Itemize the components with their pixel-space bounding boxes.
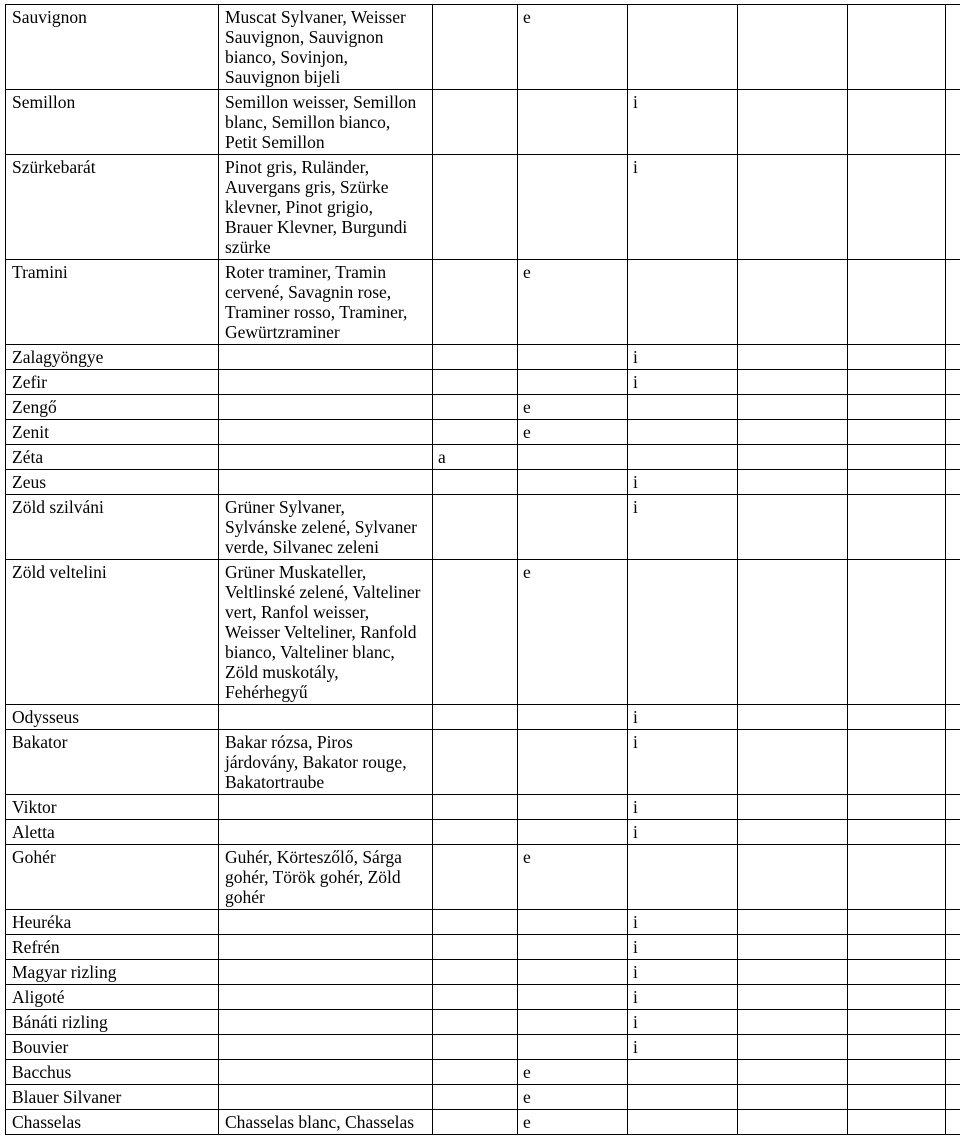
mark-cell: [518, 1035, 628, 1060]
synonyms-cell: [219, 730, 433, 795]
mark-cell: [433, 985, 518, 1010]
table-row: [6, 90, 960, 155]
table-row: [6, 5, 960, 90]
table-row: [6, 345, 960, 370]
synonyms-cell: [219, 1110, 433, 1135]
mark-cell: [518, 795, 628, 820]
mark-cell: [848, 960, 946, 985]
synonym-line: Auvergans gris, Szürke: [225, 177, 389, 197]
synonyms-cell: [219, 820, 433, 845]
mark-cell: [848, 5, 946, 90]
mark-cell: [738, 260, 848, 345]
variety-name-cell: Zeus: [6, 470, 219, 495]
synonym-line: Muscat Sylvaner, Weisser: [225, 7, 406, 27]
synonym-line: Brauer Klevner, Burgundi: [225, 217, 408, 237]
mark-cell: [946, 495, 960, 560]
mark-cell: [946, 260, 960, 345]
mark-cell: i: [628, 155, 738, 260]
mark-cell: i: [628, 795, 738, 820]
synonym-line: Guhér, Körteszőlő, Sárga: [225, 847, 402, 867]
synonym-line: bianco, Valteliner blanc,: [225, 642, 395, 662]
mark-cell: [433, 420, 518, 445]
mark-cell: [433, 345, 518, 370]
table-row: [6, 395, 960, 420]
synonyms-cell: [219, 345, 433, 370]
mark-cell: [628, 560, 738, 705]
mark-cell: [518, 935, 628, 960]
variety-name-cell: Refrén: [6, 935, 219, 960]
mark-cell: [946, 910, 960, 935]
synonyms-cell: [219, 795, 433, 820]
mark-cell: [518, 90, 628, 155]
mark-cell: [433, 370, 518, 395]
mark-cell: [738, 345, 848, 370]
mark-cell: [848, 820, 946, 845]
variety-name-cell: Semillon: [6, 90, 219, 155]
synonyms-cell: [219, 260, 433, 345]
mark-cell: [946, 935, 960, 960]
synonym-line: cervené, Savagnin rose,: [225, 282, 392, 302]
mark-cell: [518, 960, 628, 985]
mark-cell: [848, 1085, 946, 1110]
mark-cell: [628, 5, 738, 90]
mark-cell: [946, 5, 960, 90]
table-row: [6, 1085, 960, 1110]
mark-cell: [628, 420, 738, 445]
synonym-line: Sauvignon bijeli: [225, 67, 341, 87]
mark-cell: e: [518, 1110, 628, 1135]
synonym-line: gohér, Török gohér, Zöld: [225, 867, 401, 887]
synonym-line: Grüner Muskateller,: [225, 562, 367, 582]
mark-cell: [738, 1085, 848, 1110]
variety-name-cell: Heuréka: [6, 910, 219, 935]
table-row: [6, 820, 960, 845]
mark-cell: [738, 1110, 848, 1135]
table-row: [6, 705, 960, 730]
mark-cell: [848, 90, 946, 155]
synonyms-cell: [219, 1085, 433, 1110]
mark-cell: [946, 730, 960, 795]
mark-cell: [848, 370, 946, 395]
mark-cell: [518, 1010, 628, 1035]
synonyms-cell: [219, 560, 433, 705]
mark-cell: [946, 1060, 960, 1085]
mark-cell: [738, 910, 848, 935]
mark-cell: [738, 420, 848, 445]
mark-cell: e: [518, 420, 628, 445]
synonyms-cell: [219, 370, 433, 395]
mark-cell: [946, 155, 960, 260]
mark-cell: [738, 395, 848, 420]
synonyms-cell: [219, 910, 433, 935]
mark-cell: [433, 90, 518, 155]
variety-name-cell: Bouvier: [6, 1035, 219, 1060]
mark-cell: e: [518, 845, 628, 910]
variety-name-cell: Blauer Silvaner: [6, 1085, 219, 1110]
synonym-line: Chasselas blanc, Chasselas: [225, 1112, 415, 1132]
mark-cell: i: [628, 935, 738, 960]
table-row: [6, 260, 960, 345]
synonym-line: Zöld muskotály,: [225, 662, 339, 682]
mark-cell: [518, 705, 628, 730]
mark-cell: [848, 495, 946, 560]
variety-name-cell: Zöld veltelini: [6, 560, 219, 705]
mark-cell: [518, 495, 628, 560]
mark-cell: i: [628, 910, 738, 935]
mark-cell: [946, 1110, 960, 1135]
synonym-line: vert, Ranfol weisser,: [225, 602, 370, 622]
variety-name-cell: Bánáti rizling: [6, 1010, 219, 1035]
synonym-line: szürke: [225, 237, 271, 257]
mark-cell: [628, 395, 738, 420]
table-row: [6, 560, 960, 705]
synonym-line: Bakar rózsa, Piros: [225, 732, 353, 752]
synonym-line: klevner, Pinot grigio,: [225, 197, 374, 217]
mark-cell: [738, 985, 848, 1010]
mark-cell: [848, 445, 946, 470]
mark-cell: [628, 260, 738, 345]
mark-cell: [738, 1060, 848, 1085]
mark-cell: [848, 1035, 946, 1060]
synonym-line: Weisser Velteliner, Ranfold: [225, 622, 417, 642]
mark-cell: [946, 820, 960, 845]
mark-cell: [848, 395, 946, 420]
synonym-line: Roter traminer, Tramin: [225, 262, 387, 282]
mark-cell: i: [628, 705, 738, 730]
synonyms-cell: [219, 155, 433, 260]
mark-cell: [946, 845, 960, 910]
mark-cell: [433, 730, 518, 795]
table-row: [6, 1035, 960, 1060]
mark-cell: [518, 370, 628, 395]
mark-cell: i: [628, 90, 738, 155]
mark-cell: [946, 370, 960, 395]
mark-cell: [848, 705, 946, 730]
mark-cell: i: [628, 730, 738, 795]
varieties-table: [5, 4, 960, 1135]
mark-cell: [433, 1085, 518, 1110]
mark-cell: [433, 795, 518, 820]
mark-cell: [848, 260, 946, 345]
mark-cell: [848, 730, 946, 795]
table-row: [6, 845, 960, 910]
mark-cell: [433, 5, 518, 90]
mark-cell: [946, 1010, 960, 1035]
mark-cell: e: [518, 5, 628, 90]
mark-cell: [848, 420, 946, 445]
synonym-line: Sauvignon, Sauvignon: [225, 27, 384, 47]
synonym-line: Veltlinské zelené, Valteliner: [225, 582, 421, 602]
mark-cell: [946, 1085, 960, 1110]
mark-cell: [433, 910, 518, 935]
mark-cell: i: [628, 1010, 738, 1035]
table-row: [6, 470, 960, 495]
synonyms-cell: [219, 470, 433, 495]
mark-cell: i: [628, 370, 738, 395]
variety-name-cell: Bacchus: [6, 1060, 219, 1085]
table-row: [6, 370, 960, 395]
table-row: [6, 1010, 960, 1035]
mark-cell: [738, 730, 848, 795]
synonym-line: Traminer rosso, Traminer,: [225, 302, 408, 322]
mark-cell: [518, 155, 628, 260]
variety-name-cell: Bakator: [6, 730, 219, 795]
table-row: [6, 1060, 960, 1085]
mark-cell: [848, 345, 946, 370]
mark-cell: [848, 1110, 946, 1135]
table-row: [6, 985, 960, 1010]
mark-cell: [433, 495, 518, 560]
mark-cell: e: [518, 560, 628, 705]
mark-cell: [628, 1085, 738, 1110]
variety-name-cell: Aligoté: [6, 985, 219, 1010]
table-row: [6, 960, 960, 985]
mark-cell: [848, 845, 946, 910]
mark-cell: [946, 960, 960, 985]
mark-cell: i: [628, 345, 738, 370]
synonyms-cell: [219, 705, 433, 730]
mark-cell: [738, 705, 848, 730]
mark-cell: [738, 5, 848, 90]
synonym-line: Fehérhegyű: [225, 682, 308, 702]
synonyms-cell: [219, 1010, 433, 1035]
synonyms-cell: [219, 445, 433, 470]
mark-cell: [738, 470, 848, 495]
mark-cell: [946, 560, 960, 705]
table-row: [6, 730, 960, 795]
synonyms-cell: [219, 960, 433, 985]
mark-cell: [433, 845, 518, 910]
mark-cell: [738, 845, 848, 910]
mark-cell: [848, 935, 946, 960]
synonym-line: Bakatortraube: [225, 772, 325, 792]
mark-cell: [518, 910, 628, 935]
synonyms-cell: [219, 90, 433, 155]
mark-cell: [848, 1060, 946, 1085]
mark-cell: [848, 910, 946, 935]
variety-name-cell: Zefir: [6, 370, 219, 395]
synonyms-cell: [219, 1035, 433, 1060]
synonyms-cell: [219, 395, 433, 420]
variety-name-cell: Aletta: [6, 820, 219, 845]
table-row: [6, 155, 960, 260]
mark-cell: [738, 960, 848, 985]
mark-cell: [518, 345, 628, 370]
variety-name-cell: Tramini: [6, 260, 219, 345]
mark-cell: [848, 560, 946, 705]
mark-cell: [433, 1060, 518, 1085]
mark-cell: [433, 1010, 518, 1035]
table-row: [6, 445, 960, 470]
mark-cell: [433, 960, 518, 985]
synonyms-cell: [219, 495, 433, 560]
variety-name-cell: Zéta: [6, 445, 219, 470]
mark-cell: [946, 705, 960, 730]
synonym-line: Semillon weisser, Semillon: [225, 92, 417, 112]
table-row: [6, 420, 960, 445]
mark-cell: [848, 155, 946, 260]
mark-cell: e: [518, 260, 628, 345]
mark-cell: i: [628, 1035, 738, 1060]
mark-cell: [848, 1010, 946, 1035]
variety-name-cell: Zenit: [6, 420, 219, 445]
varieties-table-body: [6, 5, 960, 1135]
mark-cell: [433, 705, 518, 730]
variety-name-cell: Viktor: [6, 795, 219, 820]
mark-cell: [738, 370, 848, 395]
mark-cell: [433, 155, 518, 260]
mark-cell: [946, 395, 960, 420]
mark-cell: [946, 795, 960, 820]
synonyms-cell: [219, 5, 433, 90]
mark-cell: [518, 985, 628, 1010]
mark-cell: [518, 445, 628, 470]
mark-cell: i: [628, 960, 738, 985]
mark-cell: i: [628, 985, 738, 1010]
mark-cell: [946, 345, 960, 370]
synonym-line: blanc, Semillon bianco,: [225, 112, 391, 132]
mark-cell: [518, 820, 628, 845]
mark-cell: [518, 730, 628, 795]
mark-cell: a: [433, 445, 518, 470]
mark-cell: [946, 420, 960, 445]
mark-cell: [433, 820, 518, 845]
mark-cell: i: [628, 495, 738, 560]
variety-name-cell: Odysseus: [6, 705, 219, 730]
mark-cell: e: [518, 395, 628, 420]
mark-cell: [946, 470, 960, 495]
variety-name-cell: Szürkebarát: [6, 155, 219, 260]
mark-cell: [628, 1060, 738, 1085]
synonym-line: bianco, Sovinjon,: [225, 47, 348, 67]
mark-cell: [946, 90, 960, 155]
synonym-line: Gewürtzraminer: [225, 322, 340, 342]
mark-cell: [433, 470, 518, 495]
variety-name-cell: Chasselas: [6, 1110, 219, 1135]
variety-name-cell: Zöld szilváni: [6, 495, 219, 560]
mark-cell: i: [628, 470, 738, 495]
table-row: [6, 795, 960, 820]
mark-cell: [738, 795, 848, 820]
table-row: [6, 910, 960, 935]
mark-cell: [946, 445, 960, 470]
mark-cell: e: [518, 1060, 628, 1085]
mark-cell: [433, 395, 518, 420]
mark-cell: [433, 560, 518, 705]
mark-cell: [848, 985, 946, 1010]
synonym-line: Grüner Sylvaner,: [225, 497, 345, 517]
variety-name-cell: Zalagyöngye: [6, 345, 219, 370]
mark-cell: [628, 845, 738, 910]
mark-cell: [946, 1035, 960, 1060]
synonym-line: Pinot gris, Ruländer,: [225, 157, 370, 177]
variety-name-cell: Magyar rizling: [6, 960, 219, 985]
mark-cell: [433, 1110, 518, 1135]
table-row: [6, 1110, 960, 1135]
synonyms-cell: [219, 985, 433, 1010]
mark-cell: [738, 935, 848, 960]
mark-cell: [738, 155, 848, 260]
synonyms-cell: [219, 935, 433, 960]
table-row: [6, 935, 960, 960]
mark-cell: [946, 985, 960, 1010]
mark-cell: [628, 1110, 738, 1135]
mark-cell: [433, 1035, 518, 1060]
synonyms-cell: [219, 420, 433, 445]
synonyms-cell: [219, 845, 433, 910]
synonym-line: verde, Silvanec zeleni: [225, 537, 380, 557]
variety-name-cell: Sauvignon: [6, 5, 219, 90]
mark-cell: [848, 470, 946, 495]
mark-cell: [848, 795, 946, 820]
mark-cell: [738, 90, 848, 155]
mark-cell: [433, 260, 518, 345]
synonym-line: Petit Semillon: [225, 132, 325, 152]
mark-cell: [518, 470, 628, 495]
variety-name-cell: Gohér: [6, 845, 219, 910]
mark-cell: [738, 1035, 848, 1060]
mark-cell: [433, 935, 518, 960]
synonym-line: gohér: [225, 887, 265, 907]
synonym-line: járdovány, Bakator rouge,: [225, 752, 407, 772]
mark-cell: i: [628, 820, 738, 845]
mark-cell: [738, 820, 848, 845]
table-row: [6, 495, 960, 560]
variety-name-cell: Zengő: [6, 395, 219, 420]
mark-cell: e: [518, 1085, 628, 1110]
synonym-line: Sylvánske zelené, Sylvaner: [225, 517, 417, 537]
mark-cell: [628, 445, 738, 470]
mark-cell: [738, 1010, 848, 1035]
mark-cell: [738, 445, 848, 470]
synonyms-cell: [219, 1060, 433, 1085]
mark-cell: [738, 495, 848, 560]
mark-cell: [738, 560, 848, 705]
